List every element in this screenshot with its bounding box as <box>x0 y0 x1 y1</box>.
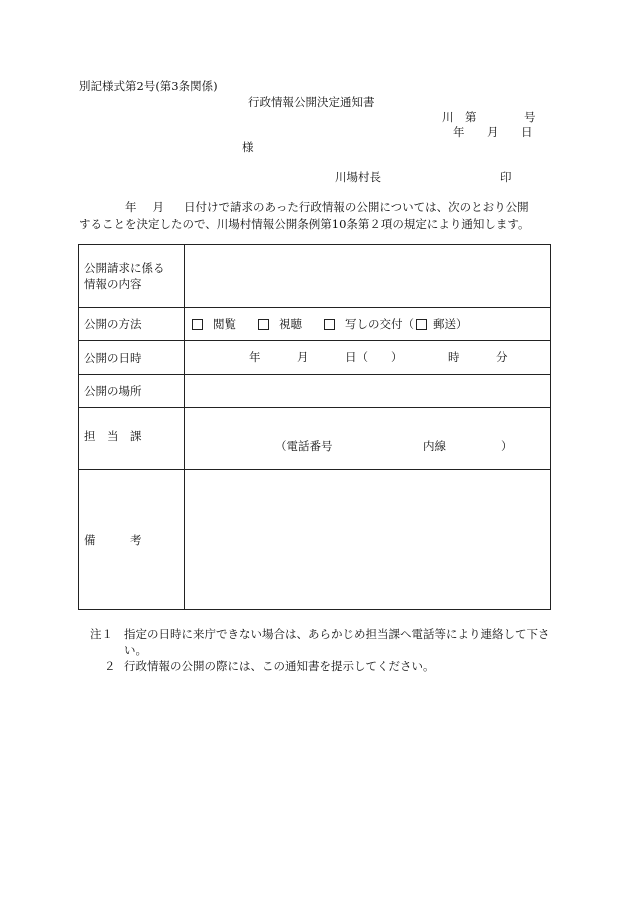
label-department: 担 当 課 <box>79 408 185 470</box>
row-remarks <box>79 470 551 610</box>
label-disclosure-method: 公開の方法 <box>79 308 185 341</box>
row-disclosure-method <box>79 308 551 341</box>
ext-close: ） <box>501 439 513 453</box>
tel-label: （電話番号 <box>275 439 333 453</box>
row-disclosure-place <box>79 375 551 408</box>
disclosure-table <box>78 244 551 610</box>
dt-month: 月 <box>297 350 309 364</box>
issuer-name: 川場村長 <box>335 170 381 184</box>
note-2: ２ 行政情報の公開の際には、この通知書を提示してください。 <box>104 659 435 673</box>
document-title: 行政情報公開決定通知書 <box>248 95 375 109</box>
dt-day: 日（ ） <box>345 350 403 364</box>
row-requested-info <box>79 245 551 308</box>
checkbox-watch[interactable] <box>258 319 269 330</box>
reference-suffix: 号 <box>524 110 536 124</box>
value-disclosure-method <box>185 308 551 341</box>
date-day: 日 <box>521 125 533 139</box>
label-disclosure-place: 公開の場所 <box>79 375 185 408</box>
option-watch: 視聴 <box>279 317 302 331</box>
row-disclosure-datetime <box>79 341 551 375</box>
checkbox-view[interactable] <box>192 319 203 330</box>
option-mail: 郵送） <box>433 317 468 331</box>
option-copy: 写しの交付（ <box>345 317 414 331</box>
label-disclosure-datetime: 公開の日時 <box>79 341 185 375</box>
intro-line-1: 日付けで請求のあった行政情報の公開については、次のとおり公開 <box>184 200 529 214</box>
value-disclosure-place[interactable] <box>185 375 551 408</box>
option-view: 閲覧 <box>213 317 236 331</box>
date-year: 年 <box>453 125 465 139</box>
row-department <box>79 408 551 470</box>
label-remarks: 備 考 <box>79 470 185 610</box>
value-department <box>185 408 551 470</box>
checkbox-mail[interactable] <box>416 319 427 330</box>
intro-month: 月 <box>152 200 164 214</box>
notes <box>90 626 560 674</box>
ext-label: 内線 <box>423 439 446 453</box>
reference-prefix: 川 第 <box>442 110 477 124</box>
note-1: 注１ 指定の日時に来庁できない場合は、あらかじめ担当課へ電話等により連絡して下さい。 <box>90 627 550 657</box>
value-requested-info[interactable] <box>185 245 551 308</box>
dt-hour: 時 <box>448 350 460 364</box>
value-remarks[interactable] <box>185 470 551 610</box>
intro-paragraph <box>79 199 554 233</box>
dt-year: 年 <box>249 350 261 364</box>
intro-line-2: することを決定したので、川場村情報公開条例第10条第２項の規定により通知します。 <box>79 217 530 231</box>
seal-mark: 印 <box>500 170 512 184</box>
date-month: 月 <box>487 125 499 139</box>
label-requested-info: 公開請求に係る 情報の内容 <box>79 245 185 308</box>
form-number: 別記様式第2号(第3条関係) <box>79 79 218 93</box>
checkbox-copy[interactable] <box>324 319 335 330</box>
value-disclosure-datetime <box>185 341 551 375</box>
addressee-suffix: 様 <box>242 140 254 154</box>
intro-year: 年 <box>125 200 137 214</box>
dt-minute: 分 <box>496 350 508 364</box>
